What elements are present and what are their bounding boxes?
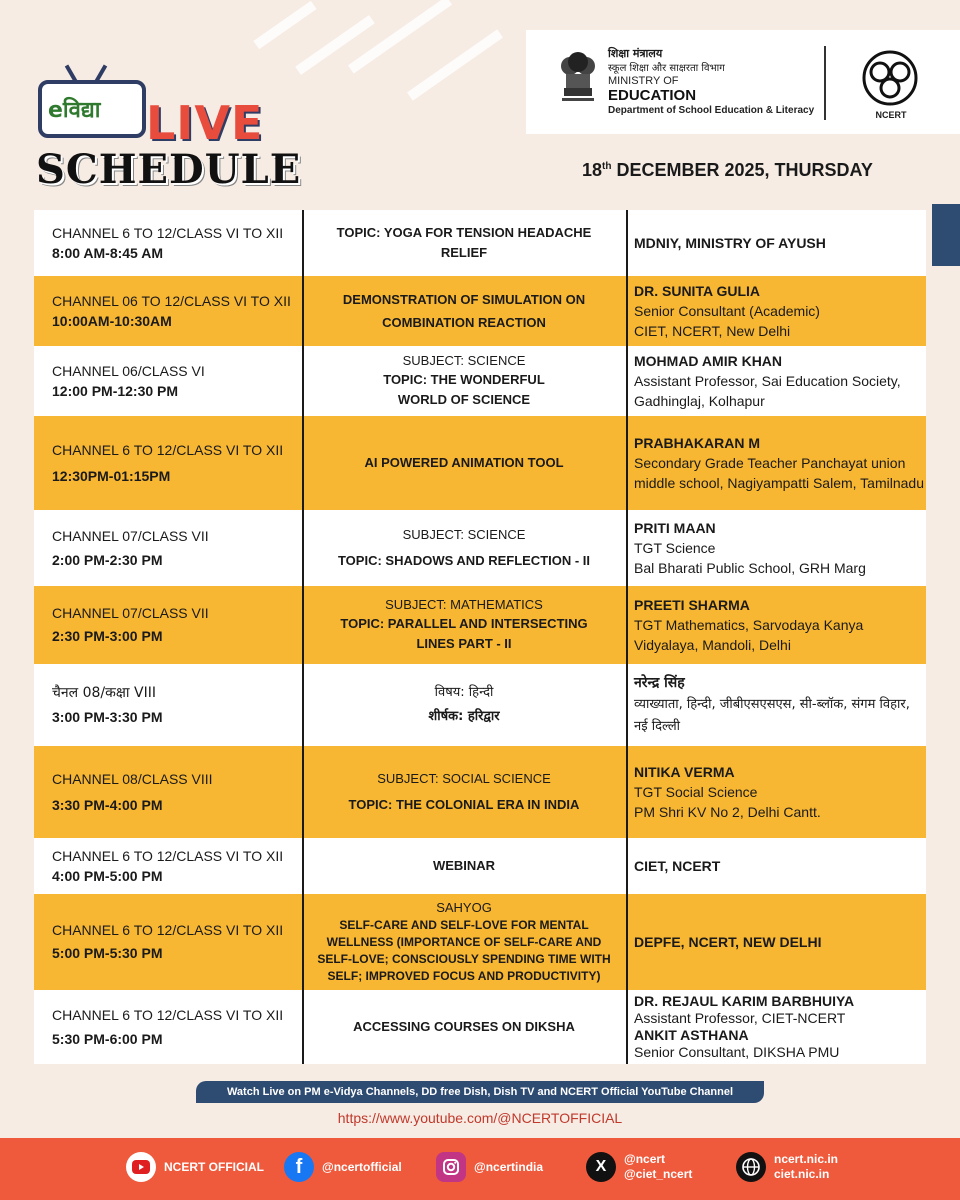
schedule-date bbox=[582, 160, 873, 181]
channel: CHANNEL 06/CLASS VI bbox=[52, 363, 205, 379]
social-label: NCERT OFFICIAL bbox=[164, 1159, 264, 1174]
schedule-row bbox=[34, 586, 926, 664]
column-divider bbox=[626, 894, 628, 990]
channel: CHANNEL 6 TO 12/CLASS VI TO XII bbox=[52, 848, 284, 864]
date-suffix: th bbox=[602, 161, 612, 172]
speaker-2-details: Senior Consultant, DIKSHA PMU bbox=[634, 1044, 840, 1060]
globe-icon bbox=[736, 1152, 766, 1182]
column-divider bbox=[626, 416, 628, 510]
schedule-row bbox=[34, 894, 926, 990]
channel: CHANNEL 6 TO 12/CLASS VI TO XII bbox=[52, 225, 284, 241]
topic: ACCESSING COURSES ON DIKSHA bbox=[353, 1019, 575, 1034]
speaker: CIET, NCERT bbox=[634, 858, 721, 874]
divider bbox=[824, 46, 826, 120]
topic: TOPIC: PARALLEL AND INTERSECTING LINES PART - II bbox=[340, 616, 588, 651]
ministry-hindi-subtitle: स्कूल शिक्षा और साक्षरता विभाग bbox=[608, 63, 725, 74]
date-day: 18 bbox=[582, 160, 603, 180]
ministry-en-line2: EDUCATION bbox=[608, 87, 697, 104]
decor-stripe bbox=[253, 1, 316, 49]
subject: विषय: हिन्दी bbox=[434, 685, 494, 700]
youtube-link[interactable]: https://www.youtube.com/@NCERTOFFICIAL bbox=[337, 1110, 623, 1126]
social-label: @ncertofficial bbox=[322, 1159, 402, 1174]
column-divider bbox=[626, 586, 628, 664]
time: 5:30 PM-6:00 PM bbox=[52, 1031, 163, 1047]
social-facebook[interactable] bbox=[284, 1152, 402, 1182]
time: 12:00 PM-12:30 PM bbox=[52, 383, 179, 399]
youtube-icon bbox=[126, 1152, 156, 1182]
time: 12:30PM-01:15PM bbox=[52, 468, 171, 484]
tv-icon bbox=[38, 80, 146, 138]
column-divider bbox=[626, 746, 628, 838]
column-divider bbox=[302, 510, 304, 586]
ministry-en-line3: Department of School Education & Literacy bbox=[608, 105, 815, 116]
column-divider bbox=[302, 746, 304, 838]
social-handle-2: @ciet_ncert bbox=[624, 1167, 693, 1181]
speaker: MOHMAD AMIR KHAN bbox=[634, 353, 783, 369]
speaker-2: ANKIT ASTHANA bbox=[634, 1027, 749, 1043]
time: 2:00 PM-2:30 PM bbox=[52, 552, 163, 568]
speaker-details: Senior Consultant (Academic) CIET, NCERT, New Delhi bbox=[634, 303, 820, 339]
time: 10:00AM-10:30AM bbox=[52, 313, 172, 329]
ministry-en-line1: MINISTRY OF bbox=[608, 75, 679, 87]
topic: DEMONSTRATION OF SIMULATION ON COMBINATION REACTION bbox=[342, 292, 586, 330]
social-instagram[interactable] bbox=[436, 1152, 543, 1182]
speaker-details: TGT Science Bal Bharati Public School, GRH Marg bbox=[634, 540, 866, 576]
column-divider bbox=[302, 276, 304, 346]
evidya-live-schedule-logo bbox=[34, 60, 302, 200]
time: 3:30 PM-4:00 PM bbox=[52, 797, 163, 813]
topic: AI POWERED ANIMATION TOOL bbox=[364, 455, 564, 470]
brand-schedule: SCHEDULE bbox=[36, 146, 302, 193]
watch-live-banner: Watch Live on PM e-Vidya Channels, DD free Dish, Dish TV and NCERT Official YouTube Channel bbox=[196, 1081, 764, 1103]
speaker: नरेन्द्र सिंह bbox=[634, 675, 685, 691]
topic: SELF-CARE AND SELF-LOVE FOR MENTAL WELLNESS (IMPORTANCE OF SELF-CARE AND SELF-LOVE; CONSCIOUSLY SPENDING TIME WITH SELF; IMPROVED FOCUS AND PRODUCTIVITY) bbox=[317, 918, 611, 983]
channel: CHANNEL 07/CLASS VII bbox=[52, 528, 209, 544]
channel: CHANNEL 07/CLASS VII bbox=[52, 605, 209, 621]
column-divider bbox=[626, 990, 628, 1064]
time: 2:30 PM-3:00 PM bbox=[52, 628, 163, 644]
ncert-logo-icon bbox=[860, 48, 920, 108]
social-label bbox=[774, 1152, 838, 1182]
time: 3:00 PM-3:30 PM bbox=[52, 709, 163, 725]
column-divider bbox=[626, 210, 628, 276]
ministry-panel bbox=[526, 30, 960, 134]
website-2: ciet.nic.in bbox=[774, 1167, 830, 1181]
national-emblem-icon bbox=[556, 44, 600, 106]
topic: WEBINAR bbox=[432, 858, 496, 873]
channel: CHANNEL 6 TO 12/CLASS VI TO XII bbox=[52, 1007, 284, 1023]
subject: SAHYOG bbox=[436, 900, 492, 915]
subject: SUBJECT: SOCIAL SCIENCE bbox=[377, 771, 551, 786]
column-divider bbox=[626, 510, 628, 586]
column-divider bbox=[302, 664, 304, 746]
column-divider bbox=[302, 416, 304, 510]
time: 4:00 PM-5:00 PM bbox=[52, 868, 163, 884]
column-divider bbox=[302, 894, 304, 990]
speaker: NITIKA VERMA bbox=[634, 764, 735, 780]
website-1: ncert.nic.in bbox=[774, 1152, 839, 1166]
channel: CHANNEL 6 TO 12/CLASS VI TO XII bbox=[52, 922, 284, 938]
time: 8:00 AM-8:45 AM bbox=[52, 245, 163, 261]
topic: TOPIC: THE WONDERFUL WORLD OF SCIENCE bbox=[383, 372, 545, 407]
speaker-details: Assistant Professor, Sai Education Society, Gadhinglaj, Kolhapur bbox=[634, 373, 901, 409]
schedule-table bbox=[34, 210, 926, 1064]
speaker-details: व्याख्याता, हिन्दी, जीबीएसएसएस, सी-ब्लॉक, संगम विहार, नई दिल्ली bbox=[634, 697, 910, 734]
schedule-row bbox=[34, 210, 926, 276]
channel: चैनल 08/कक्षा VIII bbox=[52, 685, 156, 701]
speaker-details: Secondary Grade Teacher Panchayat union middle school, Nagiyampatti Salem, Tamilnadu bbox=[634, 455, 924, 491]
topic: TOPIC: THE COLONIAL ERA IN INDIA bbox=[348, 797, 580, 812]
social-label: @ncertindia bbox=[474, 1159, 544, 1174]
date-rest: DECEMBER 2025, THURSDAY bbox=[611, 160, 873, 180]
social-web[interactable] bbox=[736, 1152, 838, 1182]
speaker: PREETI SHARMA bbox=[634, 597, 750, 613]
speaker: PRABHAKARAN M bbox=[634, 435, 760, 451]
subject: SUBJECT: MATHEMATICS bbox=[385, 597, 543, 612]
facebook-icon: f bbox=[284, 1152, 314, 1182]
column-divider bbox=[626, 346, 628, 416]
social-youtube[interactable] bbox=[126, 1152, 264, 1182]
x-icon: X bbox=[586, 1152, 616, 1182]
schedule-row bbox=[34, 746, 926, 838]
subject: SUBJECT: SCIENCE bbox=[402, 527, 526, 542]
schedule-row bbox=[34, 664, 926, 746]
time: 5:00 PM-5:30 PM bbox=[52, 945, 163, 961]
topic: शीर्षक: हरिद्वार bbox=[428, 709, 500, 724]
brand-live: LIVE bbox=[146, 96, 264, 150]
column-divider bbox=[302, 346, 304, 416]
topic: TOPIC: SHADOWS AND REFLECTION - II bbox=[337, 553, 591, 568]
schedule-row bbox=[34, 276, 926, 346]
speaker-details: TGT Mathematics, Sarvodaya Kanya Vidyalaya, Mandoli, Delhi bbox=[634, 617, 864, 653]
speaker: DR. SUNITA GULIA bbox=[634, 283, 760, 299]
channel: CHANNEL 08/CLASS VIII bbox=[52, 771, 213, 787]
speaker-details: Assistant Professor, CIET-NCERT bbox=[634, 1010, 846, 1026]
speaker: MDNIY, MINISTRY OF AYUSH bbox=[634, 235, 826, 251]
column-divider bbox=[626, 838, 628, 894]
speaker: PRITI MAAN bbox=[634, 520, 716, 536]
schedule-row bbox=[34, 510, 926, 586]
column-divider bbox=[302, 990, 304, 1064]
ministry-hindi-title: शिक्षा मंत्रालय bbox=[608, 47, 663, 60]
social-handle-1: @ncert bbox=[624, 1152, 666, 1166]
side-accent-tab bbox=[932, 204, 960, 266]
column-divider bbox=[302, 838, 304, 894]
speaker: DEPFE, NCERT, NEW DELHI bbox=[634, 934, 822, 950]
topic: TOPIC: YOGA FOR TENSION HEADACHE RELIEF bbox=[336, 225, 592, 260]
schedule-row bbox=[34, 416, 926, 510]
schedule-row bbox=[34, 346, 926, 416]
ncert-caption: NCERT bbox=[875, 110, 907, 120]
column-divider bbox=[626, 664, 628, 746]
schedule-row bbox=[34, 838, 926, 894]
social-x[interactable] bbox=[586, 1152, 692, 1182]
speaker-details: TGT Social Science PM Shri KV No 2, Delhi Cantt. bbox=[634, 784, 821, 820]
decor-stripe bbox=[348, 0, 452, 74]
column-divider bbox=[302, 210, 304, 276]
column-divider bbox=[302, 586, 304, 664]
subject: SUBJECT: SCIENCE bbox=[402, 353, 526, 368]
channel: CHANNEL 06 TO 12/CLASS VI TO XII bbox=[52, 293, 291, 309]
column-divider bbox=[626, 276, 628, 346]
brand-text: eविद्या bbox=[48, 98, 101, 123]
decor-stripe bbox=[407, 29, 503, 100]
channel: CHANNEL 6 TO 12/CLASS VI TO XII bbox=[52, 442, 284, 458]
instagram-icon bbox=[436, 1152, 466, 1182]
schedule-row bbox=[34, 990, 926, 1064]
speaker: DR. REJAUL KARIM BARBHUIYA bbox=[634, 993, 855, 1009]
social-label bbox=[624, 1152, 692, 1182]
